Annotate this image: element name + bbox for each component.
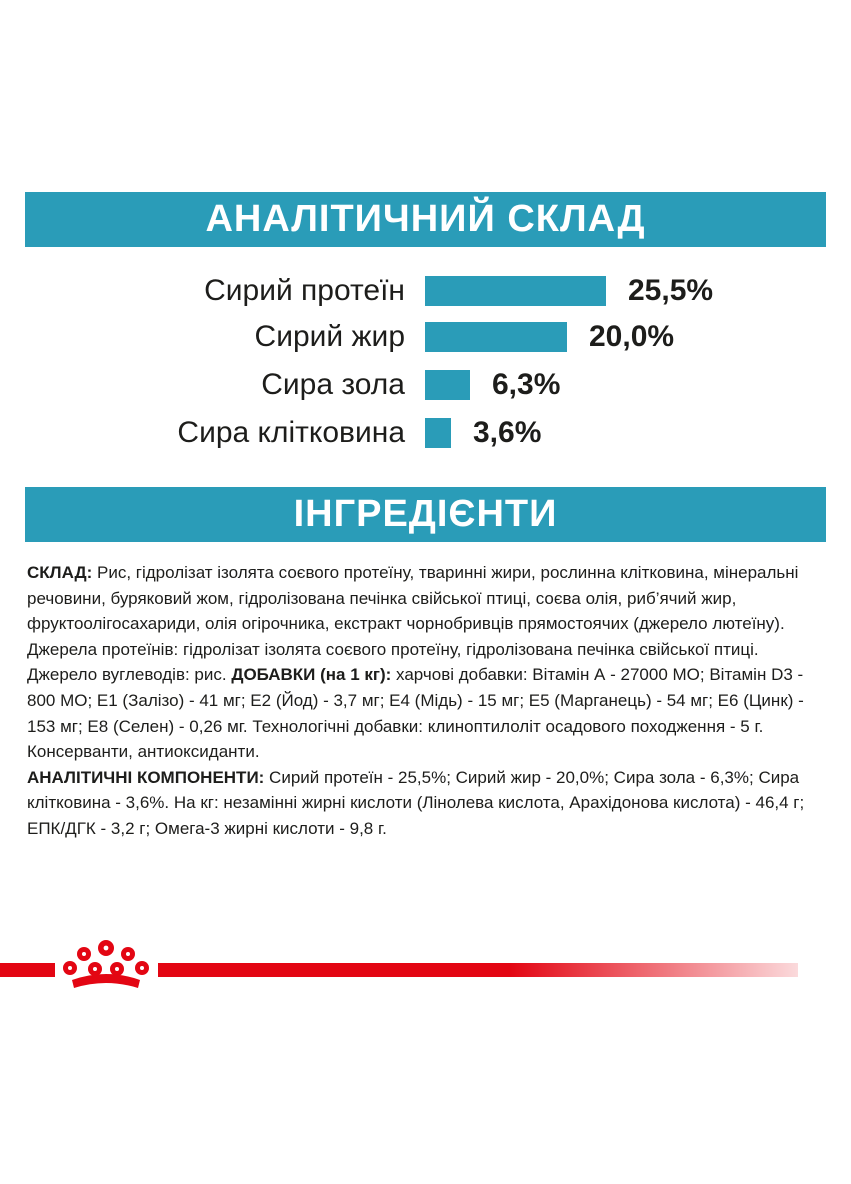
crown-icon xyxy=(58,938,154,996)
composition-text: Рис, гідролізат ізолята соєвого протеїну, тваринні жири, рослинна клітковина, мінеральні речовини, буряковий жом, гідролізована печінка свійської птиці, соєва олія, риб’ячий жир, фруктоолігосахариди, олія огірочника, екстракт чорнобривців прямостоячих (джерело лютеїну). Джерела протеїнів: гідролізат ізолята соєвого протеїну, гідролізована печінка свійської птиці. Джерело вуглеводів: рис. xyxy=(27,563,799,685)
analysis-row-fiber xyxy=(0,413,851,453)
analytical-text: Сирий протеїн - 25,5%; Сирий жир - 20,0%; Сира зола - 6,3%; Сира клітковина - 3,6%. На кг: незамінні жирні кислоти (Лінолева кислота, Арахідонова кислота) - 46,4 г; ЕПК/ДГК - 3,2 г; Омега-3 жирні кислоти - 9,8 г. xyxy=(27,767,805,838)
analysis-title: АНАЛІТИЧНИЙ СКЛАД xyxy=(205,198,646,240)
row-label: Сира клітковина xyxy=(177,416,405,449)
additives-text: харчові добавки: Вітамін А - 27000 МО; Вітамін D3 - 800 МО; Е1 (Залізо) - 41 мг; Е2 (Йод) - 3,7 мг; Е4 (Мідь) - 15 мг; Е5 (Марганець) - 54 мг; Е6 (Цинк) - 153 мг; Е8 (Селен) - 0,26 мг. Технологічні добавки: клиноптилоліт осадового походження - 5 г. Консерванти, антиоксиданти. xyxy=(27,665,804,762)
additives-heading: ДОБАВКИ (на 1 кг): xyxy=(231,665,392,685)
row-value: 3,6% xyxy=(473,416,542,449)
row-label: Сирий протеїн xyxy=(204,274,405,307)
row-label: Сира зола xyxy=(261,368,405,401)
ingredients-text xyxy=(27,560,827,842)
row-bar xyxy=(425,276,606,306)
ingredients-banner xyxy=(25,487,826,542)
brand-divider-left xyxy=(0,963,55,977)
analysis-row-protein xyxy=(0,271,851,311)
composition-heading: СКЛАД: xyxy=(27,563,93,582)
row-value: 20,0% xyxy=(589,320,675,353)
analysis-row-ash xyxy=(0,365,851,405)
row-value: 25,5% xyxy=(628,274,714,307)
brand-divider-right xyxy=(158,963,798,977)
analytical-heading: АНАЛІТИЧНІ КОМПОНЕНТИ: xyxy=(27,767,265,787)
row-bar xyxy=(425,322,567,352)
row-value: 6,3% xyxy=(492,368,561,401)
ingredients-title: ІНГРЕДІЄНТИ xyxy=(293,493,558,535)
row-bar xyxy=(425,370,470,400)
row-bar xyxy=(425,418,451,448)
analysis-row-fat xyxy=(0,317,851,357)
row-label: Сирий жир xyxy=(254,320,405,353)
analysis-banner xyxy=(25,192,826,247)
